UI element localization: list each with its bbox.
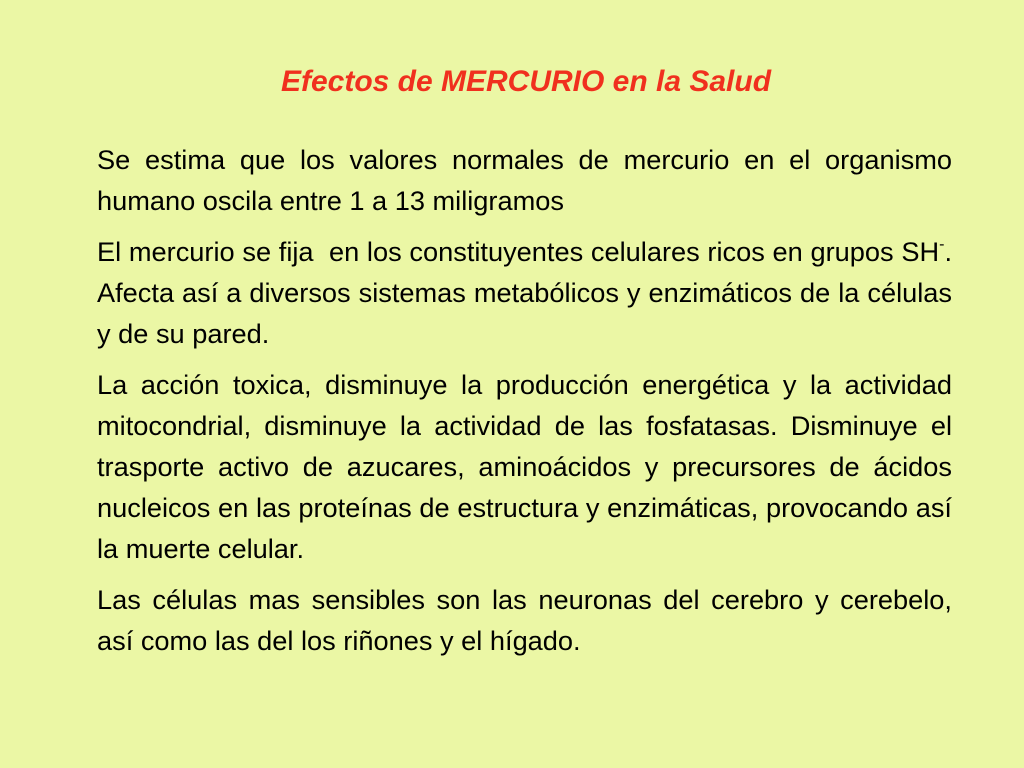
superscript-minus: - <box>939 235 945 253</box>
paragraph-mercury-normal-values <box>97 139 952 221</box>
paragraph-text: La acción toxica, disminuye la producción energética y la actividad mitocondrial, disminuye la actividad de las fosfatasas. Disminuye el trasporte activo de azucares, aminoácidos y precursores de ácidos nucleicos en las proteínas de estructura y enzimáticas, provocando así la muerte celular. <box>97 369 952 564</box>
paragraph-toxic-action <box>97 364 952 569</box>
slide-title: Efectos de MERCURIO en la Salud <box>280 65 772 98</box>
paragraph-text: Las células mas sensibles son las neuronas del cerebro y cerebelo, así como las del los riñones y el hígado. <box>97 584 952 656</box>
paragraph-mercury-binding <box>97 231 960 354</box>
paragraph-sensitive-cells <box>97 579 952 661</box>
paragraph-text: Se estima que los valores normales de mercurio en el organismo humano oscila entre 1 a 13 miligramos <box>97 144 952 216</box>
paragraph-text: . Afecta así a diversos sistemas metabólicos y enzimáticos de la células y de su pared. <box>97 236 960 349</box>
slide-body <box>97 139 960 671</box>
paragraph-text: El mercurio se fija en los constituyentes celulares ricos en grupos SH <box>97 236 940 267</box>
